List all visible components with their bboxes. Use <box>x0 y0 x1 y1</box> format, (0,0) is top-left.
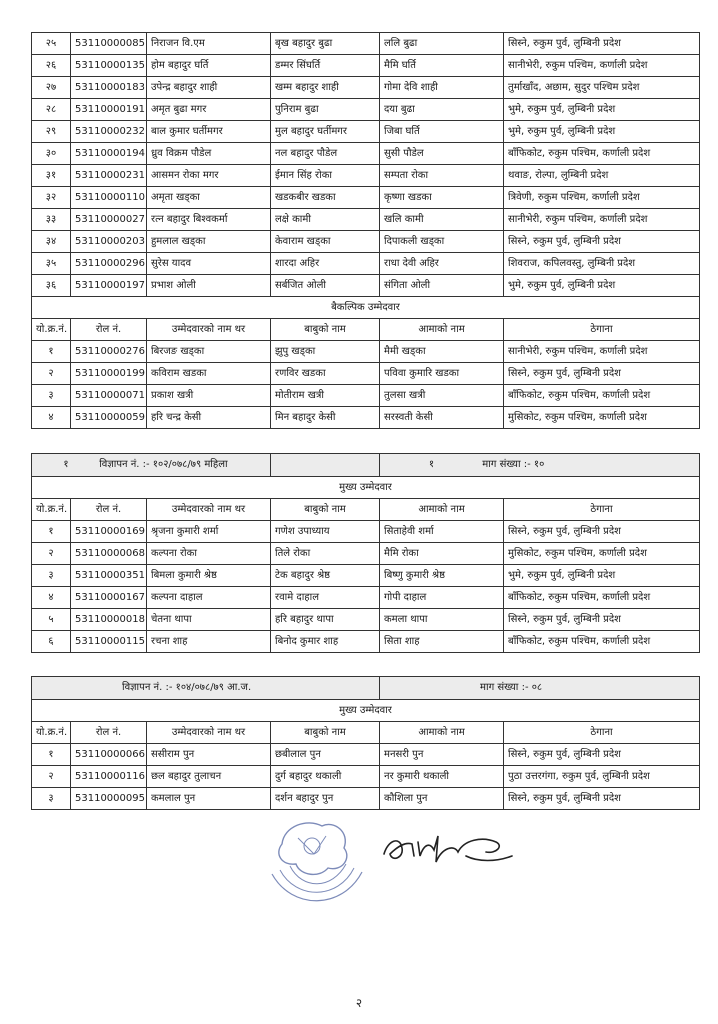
mother-name-cell: दिपाकली खड्का <box>380 231 504 253</box>
candidate-name-cell: श्रृजना कुमारी शर्मा <box>147 521 271 543</box>
mother-name-cell: गोमा देवि शाही <box>380 77 504 99</box>
serial-cell: १ <box>32 744 71 766</box>
serial-cell: ३६ <box>32 275 71 297</box>
father-name-cell: रवामे दाहाल <box>271 587 380 609</box>
serial-cell: ३ <box>32 788 71 810</box>
candidate-name-cell: होम बहादुर घर्ति <box>147 55 271 77</box>
header-sn: यो.क्र.नं. <box>32 319 71 341</box>
father-name-cell: तिले रोका <box>271 543 380 565</box>
serial-cell: ४ <box>32 587 71 609</box>
father-name-cell: शारदा अहिर <box>271 253 380 275</box>
father-name-cell: ईमान सिंह रोका <box>271 165 380 187</box>
table-row <box>32 77 700 99</box>
mother-name-cell: मैमी खड्का <box>380 341 504 363</box>
father-name-cell: टेक बहादुर श्रेष्ठ <box>271 565 380 587</box>
father-name-cell: बृख बहादुर बुढा <box>271 33 380 55</box>
header-mother: आमाको नाम <box>380 722 504 744</box>
advertisement-prefix: १ <box>63 459 69 470</box>
header-mother: आमाको नाम <box>380 319 504 341</box>
father-name-cell: डम्मर सिंघर्ति <box>271 55 380 77</box>
father-name-cell: छबीलाल पुन <box>271 744 380 766</box>
roll-cell: 53110000231 <box>71 165 147 187</box>
address-cell: सिस्ने, रुकुम पुर्व, लुम्बिनी प्रदेश <box>504 33 700 55</box>
table-row <box>32 543 700 565</box>
header-roll: रोल नं. <box>71 319 147 341</box>
address-cell: सिस्ने, रुकुम पुर्व, लुम्बिनी प्रदेश <box>504 363 700 385</box>
serial-cell: ३५ <box>32 253 71 275</box>
candidate-name-cell: बाल कुमार घर्तीमगर <box>147 121 271 143</box>
candidate-name-cell: प्रकाश खत्री <box>147 385 271 407</box>
address-cell: पुठा उत्तरगंगा, रुकुम पुर्व, लुम्बिनी प्रदेश <box>504 766 700 788</box>
demand-cell <box>380 677 700 700</box>
table-header-row <box>32 499 700 521</box>
mother-name-cell: सिताहेवी शर्मा <box>380 521 504 543</box>
father-name-cell: गणेश उपाध्याय <box>271 521 380 543</box>
header-address: ठेगाना <box>504 319 700 341</box>
mother-name-cell: बिष्णु कुमारी श्रेष्ठ <box>380 565 504 587</box>
table-row <box>32 363 700 385</box>
candidate-name-cell: प्रभाश ओली <box>147 275 271 297</box>
roll-cell: 53110000071 <box>71 385 147 407</box>
roll-cell: 53110000276 <box>71 341 147 363</box>
main-rows <box>32 744 700 810</box>
address-cell: सानीभेरी, रुकुम पश्चिम, कर्णाली प्रदेश <box>504 341 700 363</box>
roll-cell: 53110000066 <box>71 744 147 766</box>
serial-cell: २ <box>32 543 71 565</box>
father-name-cell: झुपु खड्का <box>271 341 380 363</box>
header-father: बाबुको नाम <box>271 319 380 341</box>
mother-name-cell: मैमि घर्ति <box>380 55 504 77</box>
serial-cell: ३१ <box>32 165 71 187</box>
roll-cell: 53110000068 <box>71 543 147 565</box>
mother-name-cell: सिता शाह <box>380 631 504 653</box>
candidate-name-cell: उपेन्द्र बहादुर शाही <box>147 77 271 99</box>
candidate-name-cell: कमलाल पुन <box>147 788 271 810</box>
main-candidates-title: मुख्य उम्मेदवार <box>32 700 700 722</box>
roll-cell: 53110000167 <box>71 587 147 609</box>
roll-cell: 53110000183 <box>71 77 147 99</box>
table-row <box>32 99 700 121</box>
mid-mark: १ <box>428 459 435 470</box>
main-rows <box>32 33 700 297</box>
roll-cell: 53110000115 <box>71 631 147 653</box>
address-cell: भुमे, रुकुम पुर्व, लुम्बिनी प्रदेश <box>504 99 700 121</box>
candidate-name-cell: बिमला कुमारी श्रेष्ठ <box>147 565 271 587</box>
mother-name-cell: जिबा घर्ति <box>380 121 504 143</box>
serial-cell: २८ <box>32 99 71 121</box>
mother-name-cell: नर कुमारी थकाली <box>380 766 504 788</box>
address-cell: बाँफिकोट, रुकुम पश्चिम, कर्णाली प्रदेश <box>504 631 700 653</box>
candidate-name-cell: निराजन वि.एम <box>147 33 271 55</box>
roll-cell: 53110000110 <box>71 187 147 209</box>
address-cell: सिस्ने, रुकुम पुर्व, लुम्बिनी प्रदेश <box>504 788 700 810</box>
father-name-cell: सर्बजित ओली <box>271 275 380 297</box>
roll-cell: 53110000169 <box>71 521 147 543</box>
header-name: उम्मेदवारको नाम थर <box>147 722 271 744</box>
candidate-table-continued <box>31 32 700 429</box>
roll-cell: 53110000296 <box>71 253 147 275</box>
header-address: ठेगाना <box>504 499 700 521</box>
mother-name-cell: सुसी पौडेल <box>380 143 504 165</box>
roll-cell: 53110000027 <box>71 209 147 231</box>
demand-count: माग संख्या :- ०८ <box>480 682 543 693</box>
advertisement-number: विज्ञापन नं. :- १०२/०७८/७९ महिला <box>99 459 228 470</box>
candidate-name-cell: सुरेस यादव <box>147 253 271 275</box>
serial-cell: ४ <box>32 407 71 429</box>
address-cell: सिस्ने, रुकुम पुर्व, लुम्बिनी प्रदेश <box>504 521 700 543</box>
mother-name-cell: मनसरी पुन <box>380 744 504 766</box>
roll-cell: 53110000197 <box>71 275 147 297</box>
mother-name-cell: कौशिला पुन <box>380 788 504 810</box>
address-cell: मुसिकोट, रुकुम पश्चिम, कर्णाली प्रदेश <box>504 543 700 565</box>
main-rows <box>32 521 700 653</box>
serial-cell: २९ <box>32 121 71 143</box>
serial-cell: ३४ <box>32 231 71 253</box>
candidate-name-cell: हुमलाल खड्का <box>147 231 271 253</box>
mother-name-cell: मैमि रोका <box>380 543 504 565</box>
mother-name-cell: पविवा कुमारि खडका <box>380 363 504 385</box>
candidate-table-indigenous <box>31 676 700 810</box>
header-mother: आमाको नाम <box>380 499 504 521</box>
candidate-name-cell: चेतना थापा <box>147 609 271 631</box>
serial-cell: ३० <box>32 143 71 165</box>
official-stamp <box>262 814 372 914</box>
advertisement-row <box>32 677 700 700</box>
mother-name-cell: कृष्णा खडका <box>380 187 504 209</box>
father-name-cell: मोतीराम खत्री <box>271 385 380 407</box>
father-name-cell: बिनोद कुमार शाह <box>271 631 380 653</box>
candidate-table-female <box>31 453 700 653</box>
table-header-row <box>32 319 700 341</box>
address-cell: बाँफिकोट, रुकुम पश्चिम, कर्णाली प्रदेश <box>504 385 700 407</box>
father-name-cell: हरि बहादुर थापा <box>271 609 380 631</box>
address-cell: भुमे, रुकुम पुर्व, लुम्बिनी प्रदेश <box>504 275 700 297</box>
mother-name-cell: ललि बुढा <box>380 33 504 55</box>
father-name-cell: रणविर खडका <box>271 363 380 385</box>
table-row <box>32 209 700 231</box>
demand-cell <box>380 454 700 477</box>
table-row <box>32 253 700 275</box>
header-address: ठेगाना <box>504 722 700 744</box>
roll-cell: 53110000191 <box>71 99 147 121</box>
table-row <box>32 407 700 429</box>
advertisement-cell <box>32 454 271 477</box>
address-cell: मुसिकोट, रुकुम पश्चिम, कर्णाली प्रदेश <box>504 407 700 429</box>
mid-mark-cell <box>271 454 380 477</box>
address-cell: सानीभेरी, रुकुम पश्चिम, कर्णाली प्रदेश <box>504 55 700 77</box>
address-cell: सिस्ने, रुकुम पुर्व, लुम्बिनी प्रदेश <box>504 231 700 253</box>
header-father: बाबुको नाम <box>271 499 380 521</box>
advertisement-number: विज्ञापन नं. :- १०४/०७८/७९ आ.ज. <box>122 682 252 693</box>
father-name-cell: मिन बहादुर केसी <box>271 407 380 429</box>
mother-name-cell: सम्पता रोका <box>380 165 504 187</box>
serial-cell: ३ <box>32 385 71 407</box>
serial-cell: १ <box>32 521 71 543</box>
father-name-cell: मुल बहादुर घर्तीमगर <box>271 121 380 143</box>
header-roll: रोल नं. <box>71 722 147 744</box>
serial-cell: ३३ <box>32 209 71 231</box>
candidate-name-cell: हरि चन्द्र केसी <box>147 407 271 429</box>
roll-cell: 53110000135 <box>71 55 147 77</box>
table-row <box>32 385 700 407</box>
serial-cell: २ <box>32 363 71 385</box>
roll-cell: 53110000116 <box>71 766 147 788</box>
candidate-name-cell: रचना शाह <box>147 631 271 653</box>
serial-cell: ३ <box>32 565 71 587</box>
address-cell: बाँफिकोट, रुकुम पश्चिम, कर्णाली प्रदेश <box>504 587 700 609</box>
address-cell: तुर्माखाँद, अछाम, सुदुर पश्चिम प्रदेश <box>504 77 700 99</box>
roll-cell: 53110000018 <box>71 609 147 631</box>
candidate-name-cell: कल्पना रोका <box>147 543 271 565</box>
father-name-cell: पुनिराम बुढा <box>271 99 380 121</box>
father-name-cell: खडकबीर खडका <box>271 187 380 209</box>
serial-cell: ३२ <box>32 187 71 209</box>
address-cell: बाँफिकोट, रुकुम पश्चिम, कर्णाली प्रदेश <box>504 143 700 165</box>
father-name-cell: लक्षे कामी <box>271 209 380 231</box>
table-row <box>32 521 700 543</box>
table-row <box>32 788 700 810</box>
table-row <box>32 609 700 631</box>
address-cell: त्रिवेणी, रुकुम पश्चिम, कर्णाली प्रदेश <box>504 187 700 209</box>
candidate-name-cell: ससीराम पुन <box>147 744 271 766</box>
address-cell: शिवराज, कपिलवस्तु, लुम्बिनी प्रदेश <box>504 253 700 275</box>
father-name-cell: नल बहादुर पौडेल <box>271 143 380 165</box>
header-sn: यो.क्र.नं. <box>32 499 71 521</box>
page-number: २ <box>355 996 363 1010</box>
roll-cell: 53110000194 <box>71 143 147 165</box>
address-cell: थवाङ, रोल्पा, लुम्बिनी प्रदेश <box>504 165 700 187</box>
advertisement-cell <box>32 677 380 700</box>
roll-cell: 53110000199 <box>71 363 147 385</box>
table-row <box>32 165 700 187</box>
serial-cell: १ <box>32 341 71 363</box>
father-name-cell: दुर्ग बहादुर थकाली <box>271 766 380 788</box>
table-header-row <box>32 722 700 744</box>
table-row <box>32 187 700 209</box>
table-row <box>32 275 700 297</box>
table-row <box>32 121 700 143</box>
father-name-cell: खम्म बहादुर शाही <box>271 77 380 99</box>
roll-cell: 53110000351 <box>71 565 147 587</box>
address-cell: सिस्ने, रुकुम पुर्व, लुम्बिनी प्रदेश <box>504 609 700 631</box>
candidate-name-cell: अमृता खड्का <box>147 187 271 209</box>
header-name: उम्मेदवारको नाम थर <box>147 319 271 341</box>
table-row <box>32 143 700 165</box>
table-row <box>32 231 700 253</box>
serial-cell: ६ <box>32 631 71 653</box>
table-row <box>32 341 700 363</box>
mother-name-cell: संगिता ओली <box>380 275 504 297</box>
mother-name-cell: तुलसा खत्री <box>380 385 504 407</box>
alternate-rows <box>32 341 700 429</box>
candidate-name-cell: कविराम खडका <box>147 363 271 385</box>
address-cell: सानीभेरी, रुकुम पश्चिम, कर्णाली प्रदेश <box>504 209 700 231</box>
candidate-name-cell: कल्पना दाहाल <box>147 587 271 609</box>
mother-name-cell: सरस्वती केसी <box>380 407 504 429</box>
candidate-name-cell: आसमन रोका मगर <box>147 165 271 187</box>
roll-cell: 53110000059 <box>71 407 147 429</box>
candidate-name-cell: छल बहादुर तुलाचन <box>147 766 271 788</box>
demand-count: माग संख्या :- १० <box>482 459 545 470</box>
candidate-name-cell: अमृत बुढा मगर <box>147 99 271 121</box>
mother-name-cell: खलि कामी <box>380 209 504 231</box>
table-row <box>32 587 700 609</box>
mother-name-cell: कमला थापा <box>380 609 504 631</box>
roll-cell: 53110000085 <box>71 33 147 55</box>
table-row <box>32 766 700 788</box>
roll-cell: 53110000232 <box>71 121 147 143</box>
candidate-name-cell: रत्न बहादुर बिश्वकर्मा <box>147 209 271 231</box>
header-father: बाबुको नाम <box>271 722 380 744</box>
address-cell: सिस्ने, रुकुम पुर्व, लुम्बिनी प्रदेश <box>504 744 700 766</box>
father-name-cell: केवाराम खड्का <box>271 231 380 253</box>
signature <box>378 822 518 872</box>
mother-name-cell: गोपी दाहाल <box>380 587 504 609</box>
header-sn: यो.क्र.नं. <box>32 722 71 744</box>
serial-cell: २६ <box>32 55 71 77</box>
roll-cell: 53110000203 <box>71 231 147 253</box>
roll-cell: 53110000095 <box>71 788 147 810</box>
header-roll: रोल नं. <box>71 499 147 521</box>
table-row <box>32 631 700 653</box>
alternate-candidates-title: बैकल्पिक उम्मेदवार <box>32 297 700 319</box>
mother-name-cell: दया बुढा <box>380 99 504 121</box>
address-cell: भुमे, रुकुम पुर्व, लुम्बिनी प्रदेश <box>504 565 700 587</box>
serial-cell: ५ <box>32 609 71 631</box>
table-row <box>32 33 700 55</box>
candidate-name-cell: ध्रुव विक्रम पौडेल <box>147 143 271 165</box>
address-cell: भुमे, रुकुम पुर्व, लुम्बिनी प्रदेश <box>504 121 700 143</box>
serial-cell: २५ <box>32 33 71 55</box>
header-name: उम्मेदवारको नाम थर <box>147 499 271 521</box>
serial-cell: २७ <box>32 77 71 99</box>
advertisement-row <box>32 454 700 477</box>
table-row <box>32 55 700 77</box>
candidate-name-cell: बिरजङ खड्का <box>147 341 271 363</box>
table-row <box>32 565 700 587</box>
serial-cell: २ <box>32 766 71 788</box>
main-candidates-title: मुख्य उम्मेदवार <box>32 477 700 499</box>
mother-name-cell: राधा देवी अहिर <box>380 253 504 275</box>
father-name-cell: दर्शन बहादुर पुन <box>271 788 380 810</box>
table-row <box>32 744 700 766</box>
